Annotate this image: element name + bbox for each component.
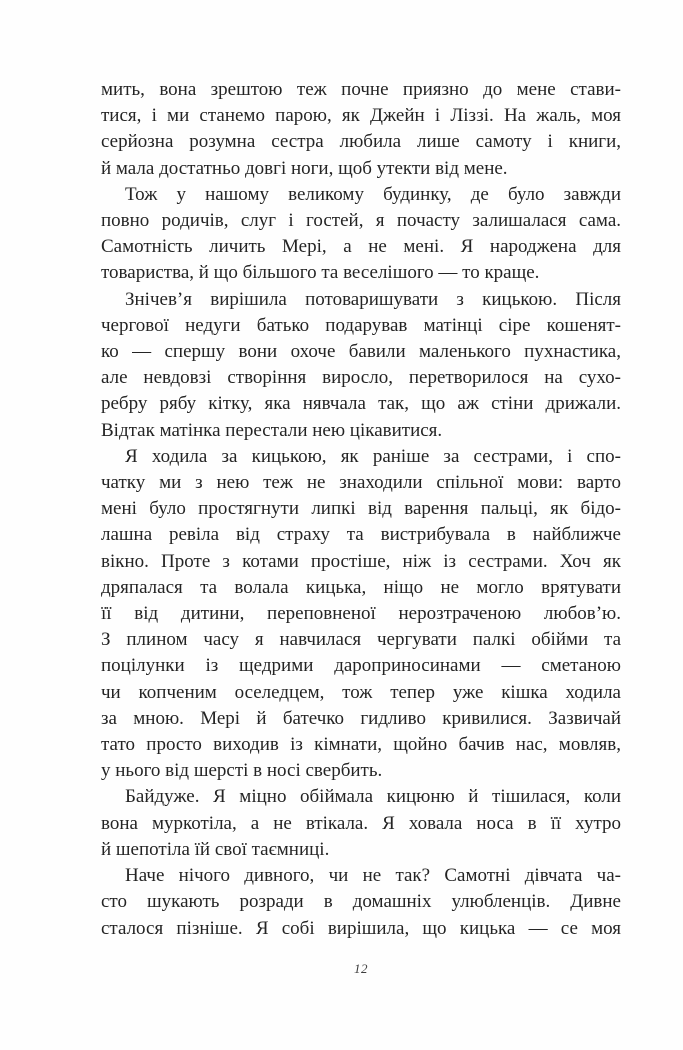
paragraph: [101, 77, 621, 182]
paragraph: [101, 182, 621, 287]
text-line: ко — спершу вони охоче бавили маленького пухнастика,: [101, 341, 621, 363]
text-line: мені було простягнути липкі від варення пальці, як бідо-: [101, 498, 621, 520]
text-block: [101, 77, 621, 942]
text-line: мить, вона зрештою теж почне приязно до мене стави-: [101, 79, 621, 100]
text-line: Байдуже. Я міцно обіймала кицюню й тішилася, коли: [125, 786, 621, 808]
paragraph: [101, 287, 621, 444]
text-line: серйозна розумна сестра любила лише самоту і книги,: [101, 131, 621, 153]
page-number: 12: [354, 961, 368, 976]
text-line: поцілунки із щедрими дароприносинами — сметаною: [101, 655, 621, 677]
text-line: Тож у нашому великому будинку, де було завжди: [125, 183, 621, 205]
text-line: Відтак матінка перестали нею цікавитися.: [101, 419, 443, 441]
text-line: чергової недуги батько подарував матінці сіре кошенят-: [101, 314, 621, 336]
paragraph: [101, 784, 621, 863]
paragraph: [101, 444, 621, 785]
text-line: З плином часу я навчилася чергувати палкі обійми та: [101, 629, 621, 651]
text-line: тися, і ми станемо парою, як Джейн і Ліззі. На жаль, моя: [101, 105, 621, 127]
text-line: вікно. Проте з котами простіше, ніж із сестрами. Хоч як: [101, 550, 621, 572]
text-line: Знічев’я вирішила потоваришувати з кицькою. Після: [125, 288, 621, 310]
text-line: Наче нічого дивного, чи не так? Самотні дівчата ча-: [125, 865, 621, 887]
text-line: чатку ми з нею теж не знаходили спільної мови: варто: [101, 472, 621, 494]
paragraph: [101, 863, 621, 942]
text-line: товариства, й що більшого та веселішого — то краще.: [101, 262, 540, 284]
text-line: й мала достатньо довгі ноги, щоб утекти від мене.: [101, 157, 508, 179]
text-line: Самотність личить Мері, а не мені. Я народжена для: [101, 236, 621, 258]
text-line: сталося пізніше. Я собі вирішила, що кицька — се моя: [101, 917, 621, 939]
text-line: але невдовзі створіння виросло, перетворилося на сухо-: [101, 367, 621, 389]
text-line: й шепотіла їй свої таємниці.: [101, 838, 330, 860]
text-line: лашна ревіла від страху та вистрибувала в найближче: [101, 524, 621, 546]
text-line: сто шукають розради в домашніх улюбленців. Дивне: [101, 891, 621, 913]
text-line: Я ходила за кицькою, як раніше за сестрами, і спо-: [125, 445, 621, 467]
text-line: ребру рябу кітку, яка нявчала так, що аж стіни дрижали.: [101, 393, 621, 415]
text-line: у нього від шерсті в носі свербить.: [101, 760, 383, 782]
text-line: дряпалася та волала кицька, ніщо не могло врятувати: [101, 576, 621, 598]
text-line: за мною. Мері й батечко гидливо кривилися. Зазвичай: [101, 707, 621, 729]
text-line: повно родичів, слуг і гостей, я почасту залишалася сама.: [101, 210, 621, 232]
text-line: чи копченим оселедцем, тож тепер уже кішка ходила: [101, 681, 621, 703]
text-line: вона муркотіла, а не втікала. Я ховала носа в її хутро: [101, 812, 621, 834]
text-line: її від дитини, переповненої нерозтраченою любов’ю.: [101, 603, 621, 625]
text-line: тато просто виходив із кімнати, щойно бачив нас, мовляв,: [101, 734, 621, 756]
